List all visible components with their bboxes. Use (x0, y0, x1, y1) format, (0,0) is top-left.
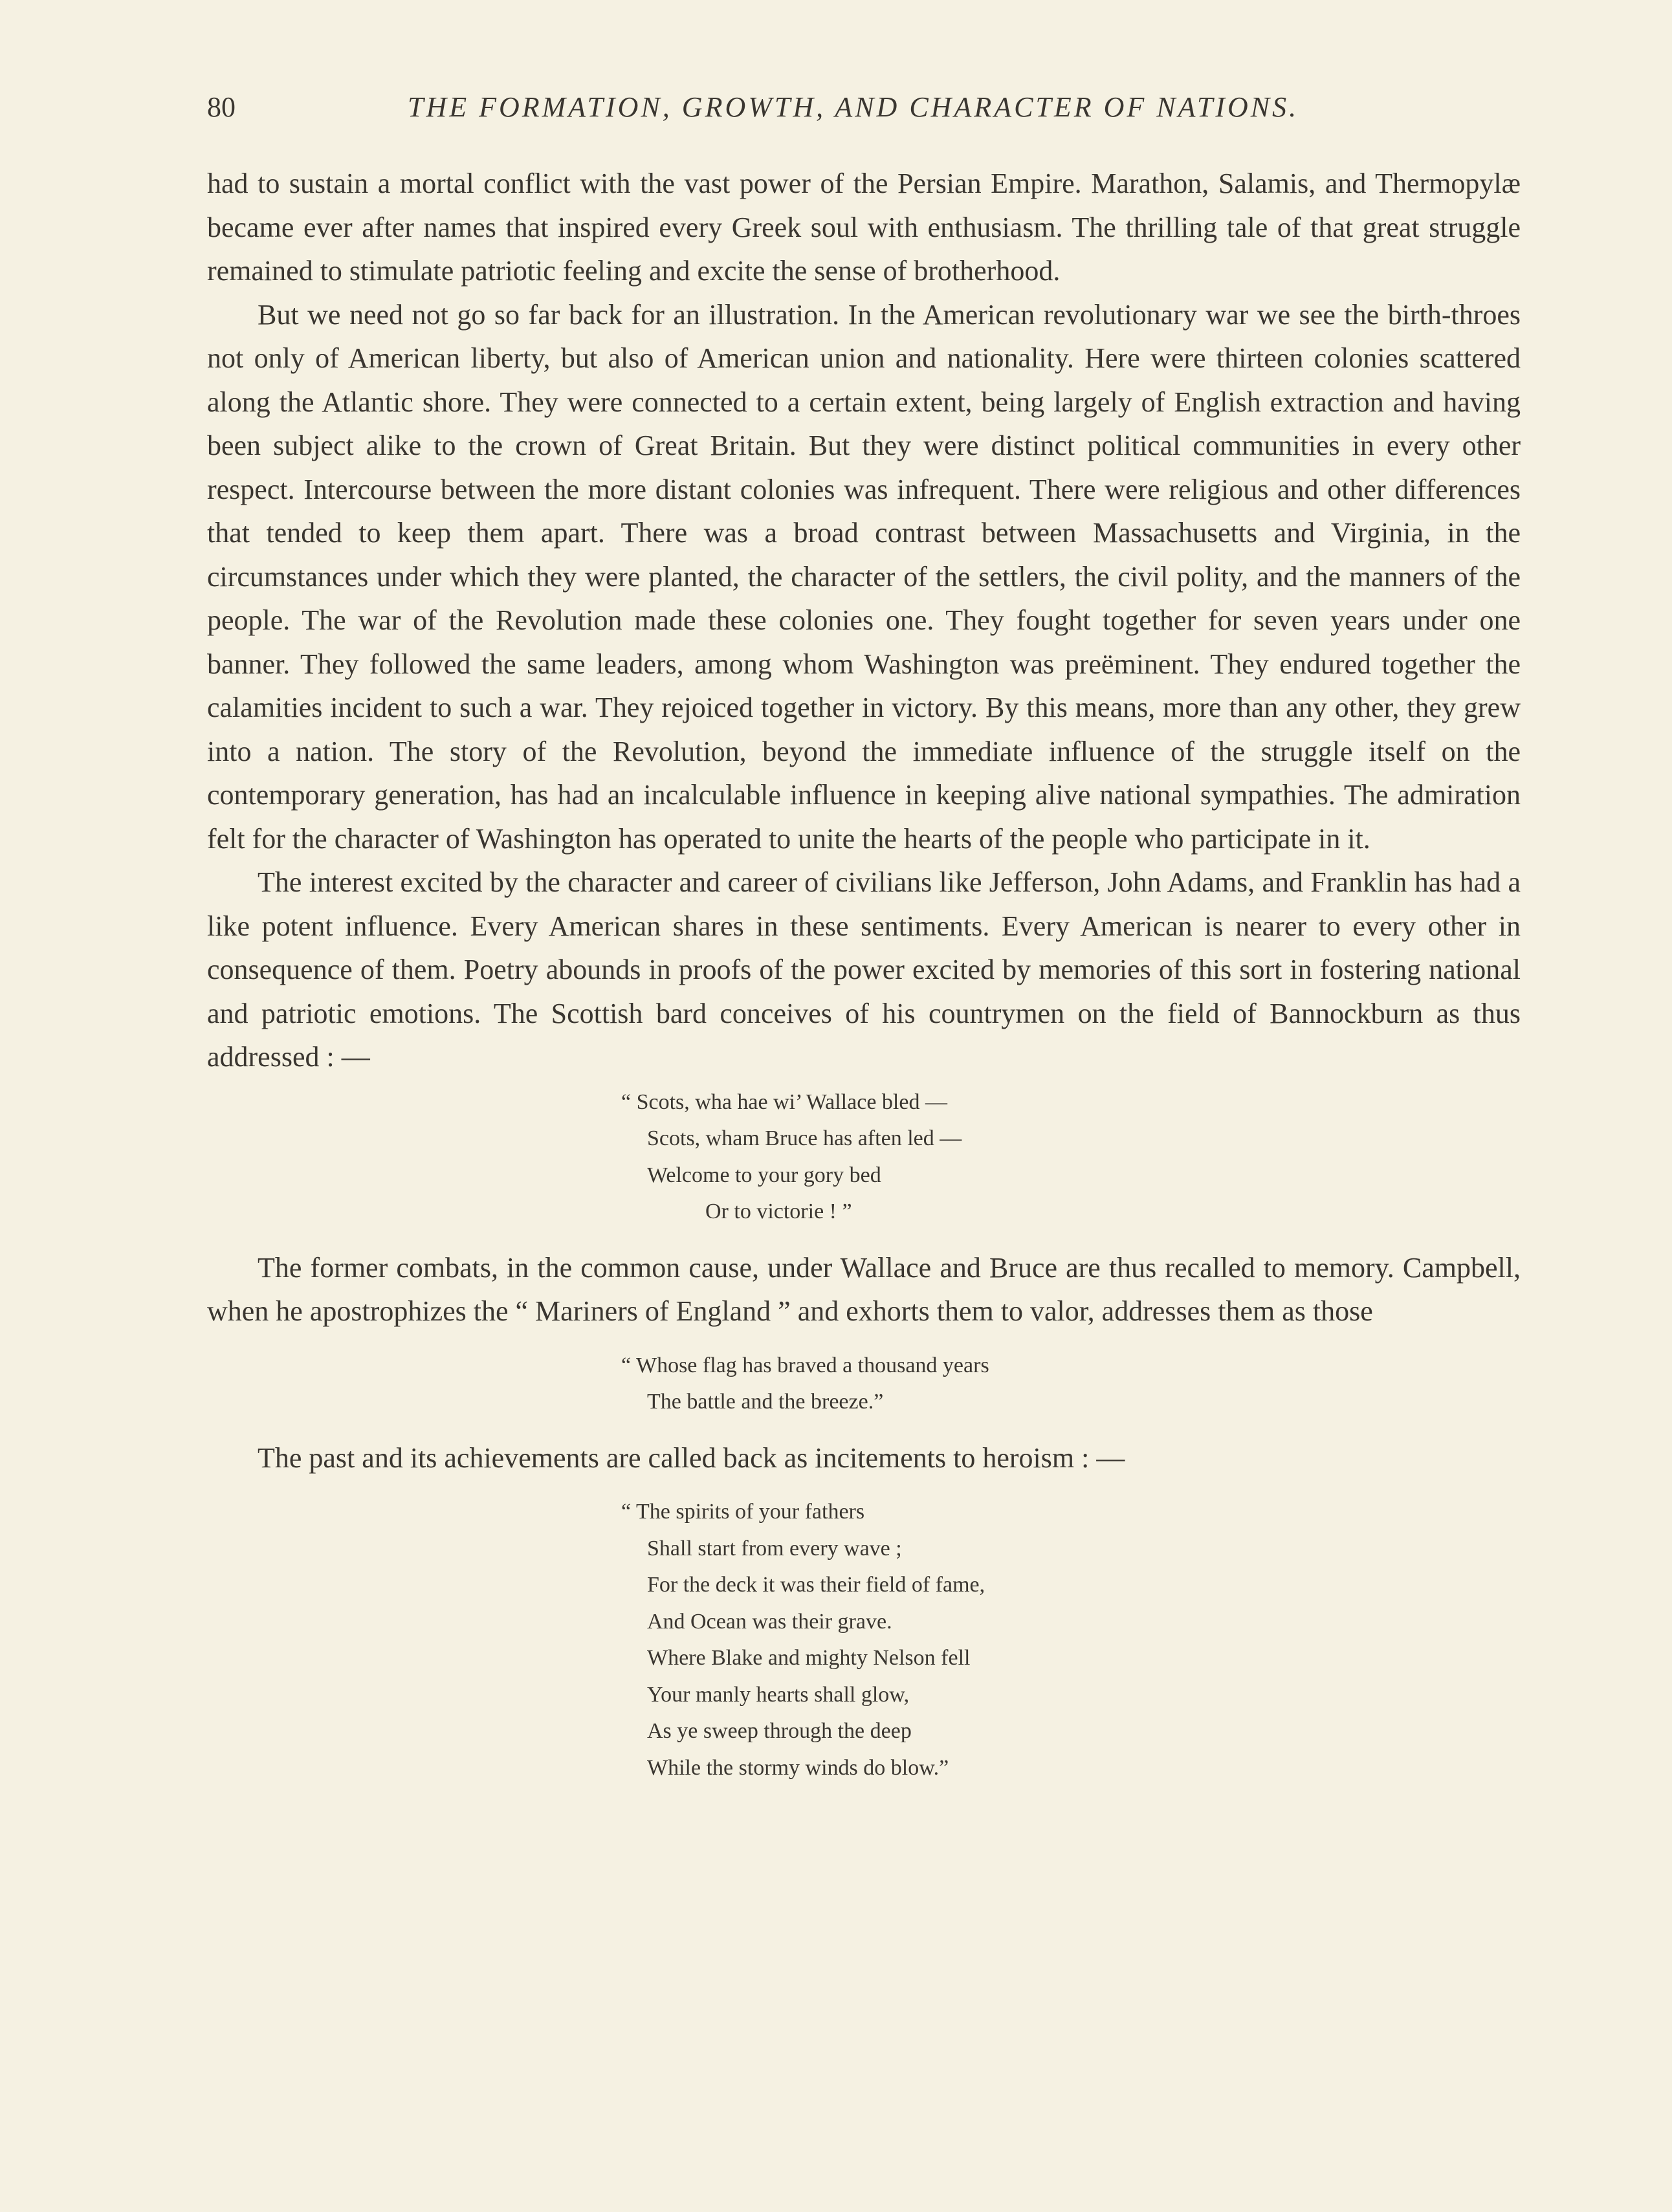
verse-flag (621, 1348, 1521, 1421)
verse-line: Welcome to your gory bed (647, 1163, 881, 1187)
verse-line: Or to victorie ! ” (705, 1199, 852, 1223)
page-number: 80 (207, 91, 236, 123)
book-page (207, 91, 1521, 1802)
running-title: THE FORMATION, GROWTH, AND CHARACTER OF NATIONS. (408, 91, 1299, 123)
paragraph-5: The past and its achievements are called back as incitements to heroism : — (258, 1441, 1125, 1474)
verse-line: “ Whose flag has braved a thousand years (621, 1353, 989, 1377)
running-head (207, 91, 1521, 136)
paragraph-2: But we need not go so far back for an illustration. In the American revolutionary war we see the birth-throes not only of American liberty, but also of American union and nationality. Here were thirteen colonies scattered along the Atlantic shore. They were connected to a certain extent, being largely of English extraction and having been subject alike to the crown of Great Britain. But they were distinct political communities in every other respect. Intercourse between the more distant colonies was infrequent. There were religious and other differences that tended to keep them apart. There was a broad contrast between Massachusetts and Virginia, in the circumstances under which they were planted, the character of the settlers, the civil polity, and the manners of the people. The war of the Revolution made these colonies one. They fought together for seven years under one banner. They followed the same leaders, among whom Washington was preëminent. They endured together the calamities incident to such a war. They rejoiced together in victory. By this means, more than any other, they grew into a nation. The story of the Revolution, beyond the immediate influence of the struggle itself on the contemporary generation, has had an incalculable influence in keeping alive national sympathies. The admiration felt for the character of Washington has operated to unite the hearts of the people who participate in it. (207, 298, 1521, 855)
verse-bannockburn (621, 1084, 1521, 1231)
verse-line: Your manly hearts shall glow, (647, 1682, 910, 1707)
paragraph-1: had to sustain a mortal conflict with the vast power of the Persian Empire. Marathon, Salamis, and Thermopylæ became ever after names that inspired every Greek soul with enthusiasm. The thrilling tale of that great struggle remained to stimulate patriotic feeling and excite the sense of brotherhood. (207, 168, 1521, 287)
verse-line: Scots, wham Bruce has aften led — (647, 1126, 962, 1150)
verse-line: While the stormy winds do blow.” (647, 1755, 949, 1780)
body-text (207, 162, 1521, 1786)
verse-mariners (621, 1494, 1521, 1786)
verse-line: For the deck it was their field of fame, (647, 1573, 985, 1597)
paragraph-4: The former combats, in the common cause, under Wallace and Bruce are thus recalled to memory. Campbell, when he apostrophizes the “ Mariners of England ” and exhorts them to valor, addresses them as those (207, 1251, 1521, 1327)
verse-line: Shall start from every wave ; (647, 1536, 902, 1560)
paragraph-3: The interest excited by the character and career of civilians like Jefferson, John Adams, and Franklin has had a like potent influence. Every American shares in these sentiments. Every American is nearer to every other in consequence of them. Poetry abounds in proofs of the power excited by memories of this sort in fostering national and patriotic emotions. The Scottish bard conceives of his countrymen on the field of Bannockburn as thus addressed : — (207, 866, 1521, 1073)
verse-line: As ye sweep through the deep (647, 1719, 912, 1743)
verse-line: Where Blake and mighty Nelson fell (647, 1646, 971, 1670)
verse-line: The battle and the breeze.” (647, 1390, 884, 1414)
verse-line: “ Scots, wha hae wi’ Wallace bled — (621, 1090, 947, 1114)
verse-line: “ The spirits of your fathers (621, 1500, 865, 1524)
verse-line: And Ocean was their grave. (647, 1609, 892, 1634)
